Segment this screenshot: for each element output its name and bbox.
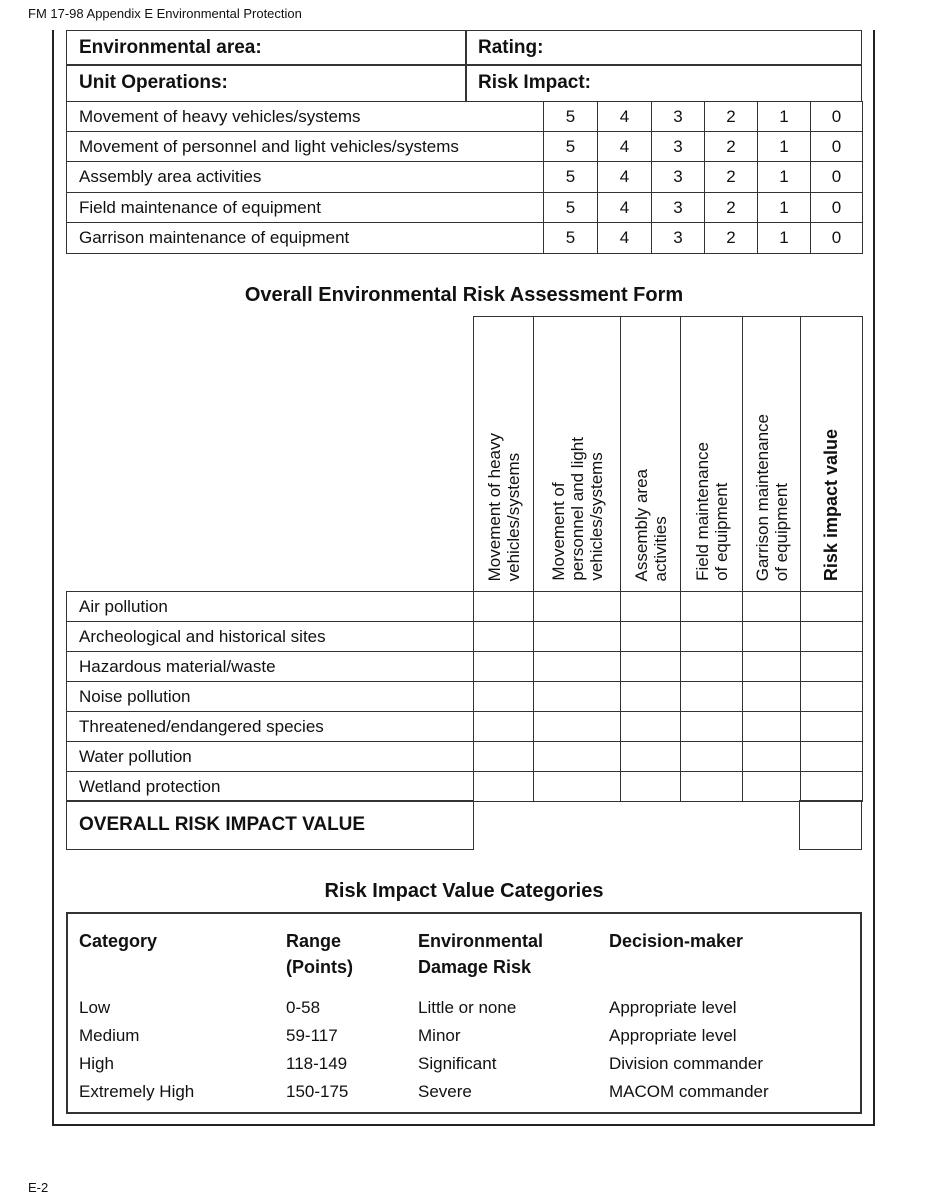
overall-risk-impact-label: OVERALL RISK IMPACT VALUE	[66, 800, 474, 850]
category-cell: Division commander	[609, 1054, 763, 1073]
rating-option[interactable]: 1	[757, 131, 811, 162]
rating-option[interactable]: 1	[757, 101, 811, 132]
category-cell: 0-58	[286, 998, 321, 1017]
category-cell: 59-117	[286, 1026, 338, 1045]
category-header: Range (Points)	[286, 931, 353, 977]
score-cell[interactable]	[533, 741, 621, 772]
column-header-text: Field maintenance of equipment	[692, 442, 731, 581]
rating-option[interactable]: 3	[651, 101, 705, 132]
rating-option[interactable]: 0	[810, 131, 863, 162]
score-cell[interactable]	[742, 651, 801, 682]
rating-option[interactable]: 0	[810, 222, 863, 254]
score-cell[interactable]	[800, 711, 863, 742]
column-header	[800, 316, 863, 592]
category-cell: Low	[79, 998, 111, 1017]
column-header-text: Risk impact value	[821, 428, 841, 581]
score-cell[interactable]	[473, 651, 534, 682]
rating-option[interactable]: 4	[597, 192, 652, 223]
category-cell: Little or none	[418, 998, 517, 1017]
category-header: Category	[79, 931, 158, 951]
rating-option[interactable]: 4	[597, 131, 652, 162]
score-cell[interactable]	[533, 681, 621, 712]
overall-risk-impact-value-cell[interactable]	[799, 800, 862, 850]
rating-option[interactable]: 1	[757, 161, 811, 193]
score-cell[interactable]	[742, 681, 801, 712]
rating-option[interactable]: 0	[810, 192, 863, 223]
rating-option[interactable]: 1	[757, 192, 811, 223]
category-cell: 118-149	[286, 1054, 348, 1073]
category-cell: High	[79, 1054, 114, 1073]
unit-operations-label: Unit Operations:	[66, 64, 467, 102]
operation-row-label: Garrison maintenance of equipment	[66, 222, 544, 254]
score-cell[interactable]	[742, 771, 801, 802]
column-header-text: Garrison maintenance of equipment	[752, 413, 791, 581]
column-header	[533, 316, 621, 592]
score-cell[interactable]	[800, 741, 863, 772]
rating-option[interactable]: 2	[704, 192, 758, 223]
score-cell[interactable]	[800, 681, 863, 712]
score-cell[interactable]	[620, 711, 681, 742]
category-header: Environmental Damage Risk	[418, 931, 544, 977]
rating-option[interactable]: 4	[597, 101, 652, 132]
environmental-area-row-label: Archeological and historical sites	[66, 621, 474, 652]
score-cell[interactable]	[680, 741, 743, 772]
rating-option[interactable]: 5	[543, 131, 598, 162]
environmental-area-row-label: Wetland protection	[66, 771, 474, 802]
score-cell[interactable]	[742, 741, 801, 772]
category-cell: Extremely High	[79, 1082, 195, 1101]
operation-row-label: Movement of personnel and light vehicles/systems	[66, 131, 544, 162]
rating-label: Rating:	[465, 30, 862, 66]
score-cell[interactable]	[620, 621, 681, 652]
operation-row-label: Assembly area activities	[66, 161, 544, 193]
column-header-text: Movement of personnel and light vehicles/systems	[548, 437, 606, 581]
category-cell: Appropriate level	[609, 1026, 737, 1045]
operation-row-label: Movement of heavy vehicles/systems	[66, 101, 544, 132]
score-cell[interactable]	[742, 621, 801, 652]
rating-option[interactable]: 2	[704, 131, 758, 162]
categories-title: Risk Impact Value Categories	[324, 880, 604, 902]
rating-option[interactable]: 5	[543, 192, 598, 223]
score-cell[interactable]	[680, 681, 743, 712]
environmental-area-row-label: Water pollution	[66, 741, 474, 772]
rating-option[interactable]: 2	[704, 161, 758, 193]
score-cell[interactable]	[742, 591, 801, 622]
score-cell[interactable]	[800, 771, 863, 802]
rating-option[interactable]: 3	[651, 222, 705, 254]
category-cell: Medium	[79, 1026, 140, 1045]
score-cell[interactable]	[680, 621, 743, 652]
operation-row-label: Field maintenance of equipment	[66, 192, 544, 223]
column-header	[680, 316, 743, 592]
score-cell[interactable]	[473, 741, 534, 772]
environmental-area-row-label: Noise pollution	[66, 681, 474, 712]
score-cell[interactable]	[473, 771, 534, 802]
score-cell[interactable]	[473, 621, 534, 652]
score-cell[interactable]	[680, 651, 743, 682]
score-cell[interactable]	[680, 771, 743, 802]
category-cell: MACOM commander	[609, 1082, 769, 1101]
score-cell[interactable]	[800, 621, 863, 652]
score-cell[interactable]	[680, 591, 743, 622]
score-cell[interactable]	[533, 651, 621, 682]
rating-option[interactable]: 3	[651, 161, 705, 193]
environmental-area-row-label: Air pollution	[66, 591, 474, 622]
column-header-text: Movement of heavy vehicles/systems	[484, 432, 523, 581]
score-cell[interactable]	[473, 681, 534, 712]
score-cell[interactable]	[620, 771, 681, 802]
rating-option[interactable]: 1	[757, 222, 811, 254]
score-cell[interactable]	[620, 741, 681, 772]
rating-option[interactable]: 2	[704, 222, 758, 254]
rating-option[interactable]: 0	[810, 101, 863, 132]
score-cell[interactable]	[473, 711, 534, 742]
rating-option[interactable]: 5	[543, 101, 598, 132]
rating-option[interactable]: 2	[704, 101, 758, 132]
score-cell[interactable]	[533, 591, 621, 622]
score-cell[interactable]	[620, 591, 681, 622]
category-cell: 150-175	[286, 1082, 349, 1101]
rating-option[interactable]: 5	[543, 222, 598, 254]
score-cell[interactable]	[533, 621, 621, 652]
rating-option[interactable]: 3	[651, 192, 705, 223]
category-header: Decision-maker	[609, 931, 744, 951]
page-number: E-2	[28, 1180, 49, 1195]
score-cell[interactable]	[742, 711, 801, 742]
category-cell: Severe	[418, 1082, 472, 1101]
rating-option[interactable]: 4	[597, 222, 652, 254]
environmental-area-row-label: Hazardous material/waste	[66, 651, 474, 682]
risk-impact-label: Risk Impact:	[465, 64, 862, 102]
score-cell[interactable]	[473, 591, 534, 622]
column-header	[620, 316, 681, 592]
column-header	[473, 316, 534, 592]
rating-option[interactable]: 4	[597, 161, 652, 193]
score-cell[interactable]	[800, 591, 863, 622]
rating-option[interactable]: 0	[810, 161, 863, 193]
score-cell[interactable]	[620, 681, 681, 712]
score-cell[interactable]	[680, 711, 743, 742]
score-cell[interactable]	[533, 771, 621, 802]
running-header: FM 17-98 Appendix E Environmental Protection	[28, 6, 302, 21]
environmental-area-label: Environmental area:	[66, 30, 467, 66]
rating-option[interactable]: 3	[651, 131, 705, 162]
category-cell: Appropriate level	[609, 998, 737, 1017]
environmental-area-row-label: Threatened/endangered species	[66, 711, 474, 742]
column-header	[742, 316, 801, 592]
column-header-text: Assembly area activities	[631, 468, 670, 581]
score-cell[interactable]	[800, 651, 863, 682]
assessment-form-title: Overall Environmental Risk Assessment Form	[244, 284, 684, 306]
category-cell: Significant	[418, 1054, 497, 1073]
category-cell: Minor	[418, 1026, 461, 1045]
score-cell[interactable]	[620, 651, 681, 682]
rating-option[interactable]: 5	[543, 161, 598, 193]
score-cell[interactable]	[533, 711, 621, 742]
